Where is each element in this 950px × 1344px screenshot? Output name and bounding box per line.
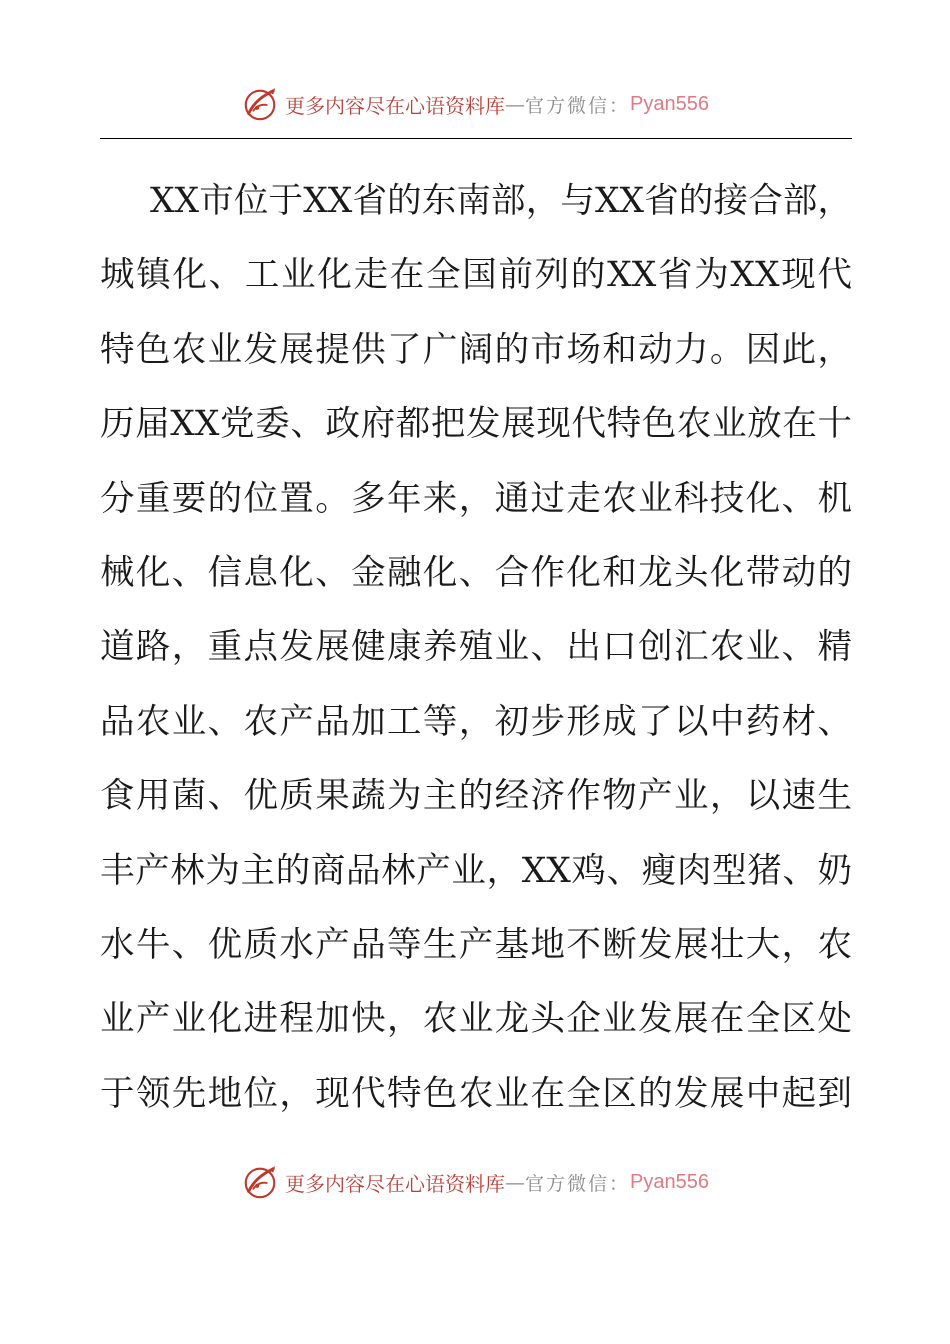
document-body xyxy=(100,164,852,1131)
wechat-id: Pyan556 xyxy=(630,92,709,115)
text-line: 道路，重点发展健康养殖业、出口创汇农业、精 xyxy=(100,627,852,668)
text-line: 水牛、优质水产品等生产基地不断发展壮大，农 xyxy=(100,924,852,965)
footer-banner xyxy=(0,1160,950,1204)
wechat-label: 官方微信： xyxy=(525,94,631,117)
banner-separator: — xyxy=(505,1170,525,1194)
text-line: 分重要的位置。多年来，通过走农业科技化、机 xyxy=(100,478,852,519)
text-line: 历届XX党委、政府都把发展现代特色农业放在十 xyxy=(100,404,852,445)
text-line: 业产业化进程加快，农业龙头企业发展在全区处 xyxy=(100,999,852,1040)
text-line: 城镇化、工业化走在全国前列的XX省为XX现代 xyxy=(100,255,852,296)
pen-swirl-logo-icon xyxy=(241,85,279,123)
header-divider xyxy=(100,138,852,139)
text-line: XX市位于XX省的东南部，与XX省的接合部， xyxy=(150,181,852,221)
banner-text: 更多内容尽在心语资料库 xyxy=(285,93,505,118)
header-banner xyxy=(0,82,950,126)
wechat-id: Pyan556 xyxy=(630,1170,709,1193)
text-line: 特色农业发展提供了广阔的市场和动力。因此， xyxy=(100,329,852,370)
text-line: 丰产林为主的商品林产业，XX鸡、瘦肉型猪、奶 xyxy=(100,850,852,891)
text-line: 械化、信息化、金融化、合作化和龙头化带动的 xyxy=(100,552,852,593)
wechat-label: 官方微信： xyxy=(525,1172,631,1195)
pen-swirl-logo-icon xyxy=(241,1163,279,1201)
text-line: 食用菌、优质果蔬为主的经济作物产业，以速生 xyxy=(100,776,852,817)
banner-text: 更多内容尽在心语资料库 xyxy=(285,1171,505,1196)
banner-separator: — xyxy=(505,92,525,116)
text-line: 品农业、农产品加工等，初步形成了以中药材、 xyxy=(100,701,852,742)
text-line: 于领先地位，现代特色农业在全区的发展中起到 xyxy=(100,1073,852,1114)
